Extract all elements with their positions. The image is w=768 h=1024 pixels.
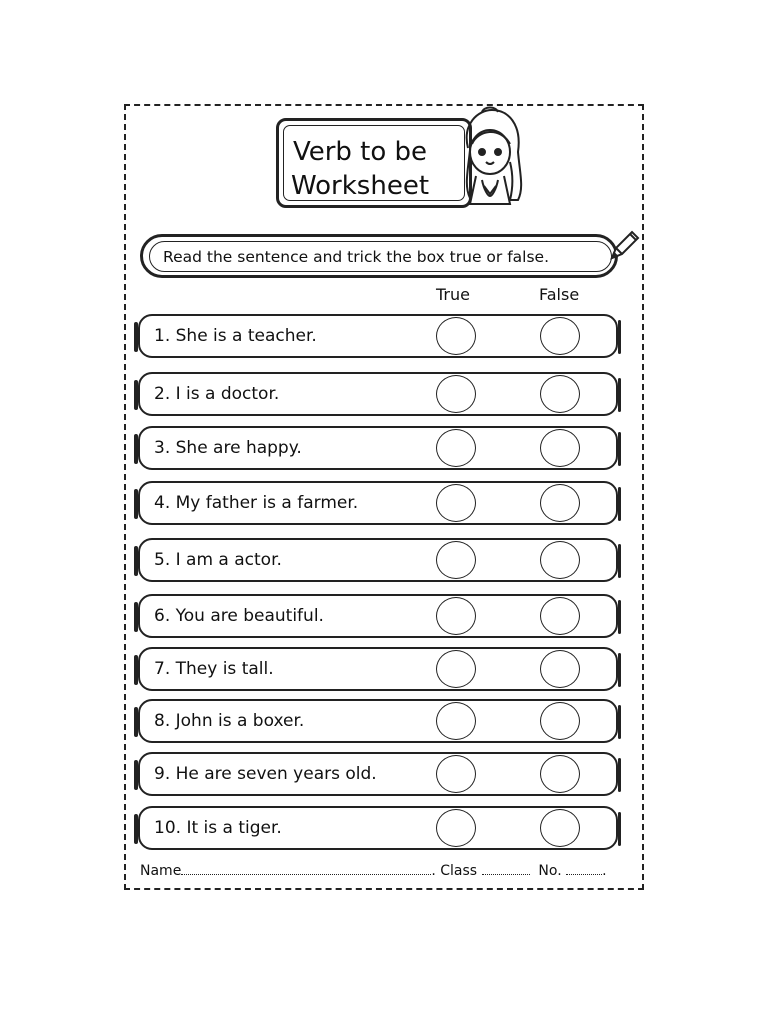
false-answer-circle[interactable] <box>540 755 580 793</box>
false-answer-circle[interactable] <box>540 597 580 635</box>
sentence-text: 5. I am a actor. <box>154 550 282 570</box>
sentence-text: 3. She are happy. <box>154 438 302 458</box>
true-column-header: True <box>436 285 470 304</box>
sentence-row <box>138 647 618 691</box>
sentence-row <box>138 481 618 525</box>
number-field[interactable] <box>566 862 602 875</box>
sentence-text: 7. They is tall. <box>154 659 274 679</box>
true-answer-circle[interactable] <box>436 375 476 413</box>
false-answer-circle[interactable] <box>540 650 580 688</box>
sentence-row <box>138 806 618 850</box>
class-field[interactable] <box>482 862 530 875</box>
true-answer-circle[interactable] <box>436 650 476 688</box>
sentence-text: 4. My father is a farmer. <box>154 493 359 513</box>
instruction-text: Read the sentence and trick the box true or false. <box>163 248 549 266</box>
true-answer-circle[interactable] <box>436 702 476 740</box>
name-label: Name <box>140 863 182 879</box>
sentence-row <box>138 314 618 358</box>
sentence-row <box>138 372 618 416</box>
sentence-text: 6. You are beautiful. <box>154 606 324 626</box>
sentence-row <box>138 426 618 470</box>
sentence-row <box>138 752 618 796</box>
sentence-text: 8. John is a boxer. <box>154 711 305 731</box>
title-line-1: Verb to be <box>292 137 428 167</box>
name-field[interactable] <box>181 862 431 875</box>
true-answer-circle[interactable] <box>436 809 476 847</box>
sentence-text: 10. It is a tiger. <box>154 818 282 838</box>
true-answer-circle[interactable] <box>436 755 476 793</box>
sentence-row <box>138 699 618 743</box>
true-answer-circle[interactable] <box>436 597 476 635</box>
false-column-header: False <box>539 285 580 304</box>
instruction-banner <box>140 234 618 278</box>
title-line-2: Worksheet <box>290 171 430 201</box>
sentence-text: 1. She is a teacher. <box>154 326 317 346</box>
false-answer-circle[interactable] <box>540 429 580 467</box>
title-box <box>276 118 472 208</box>
true-answer-circle[interactable] <box>436 317 476 355</box>
false-answer-circle[interactable] <box>540 317 580 355</box>
true-answer-circle[interactable] <box>436 484 476 522</box>
false-answer-circle[interactable] <box>540 702 580 740</box>
false-answer-circle[interactable] <box>540 375 580 413</box>
pencil-icon <box>604 226 644 266</box>
sentence-text: 2. I is a doctor. <box>154 384 280 404</box>
number-label: No. <box>538 863 562 879</box>
true-answer-circle[interactable] <box>436 541 476 579</box>
sentence-row <box>138 594 618 638</box>
girl-illustration-icon <box>448 104 534 216</box>
false-answer-circle[interactable] <box>540 541 580 579</box>
sentence-text: 9. He are seven years old. <box>154 764 377 784</box>
false-answer-circle[interactable] <box>540 809 580 847</box>
false-answer-circle[interactable] <box>540 484 580 522</box>
student-info-footer: Name . Class No. . <box>140 863 607 879</box>
class-label: . Class <box>431 863 478 879</box>
true-answer-circle[interactable] <box>436 429 476 467</box>
sentence-row <box>138 538 618 582</box>
